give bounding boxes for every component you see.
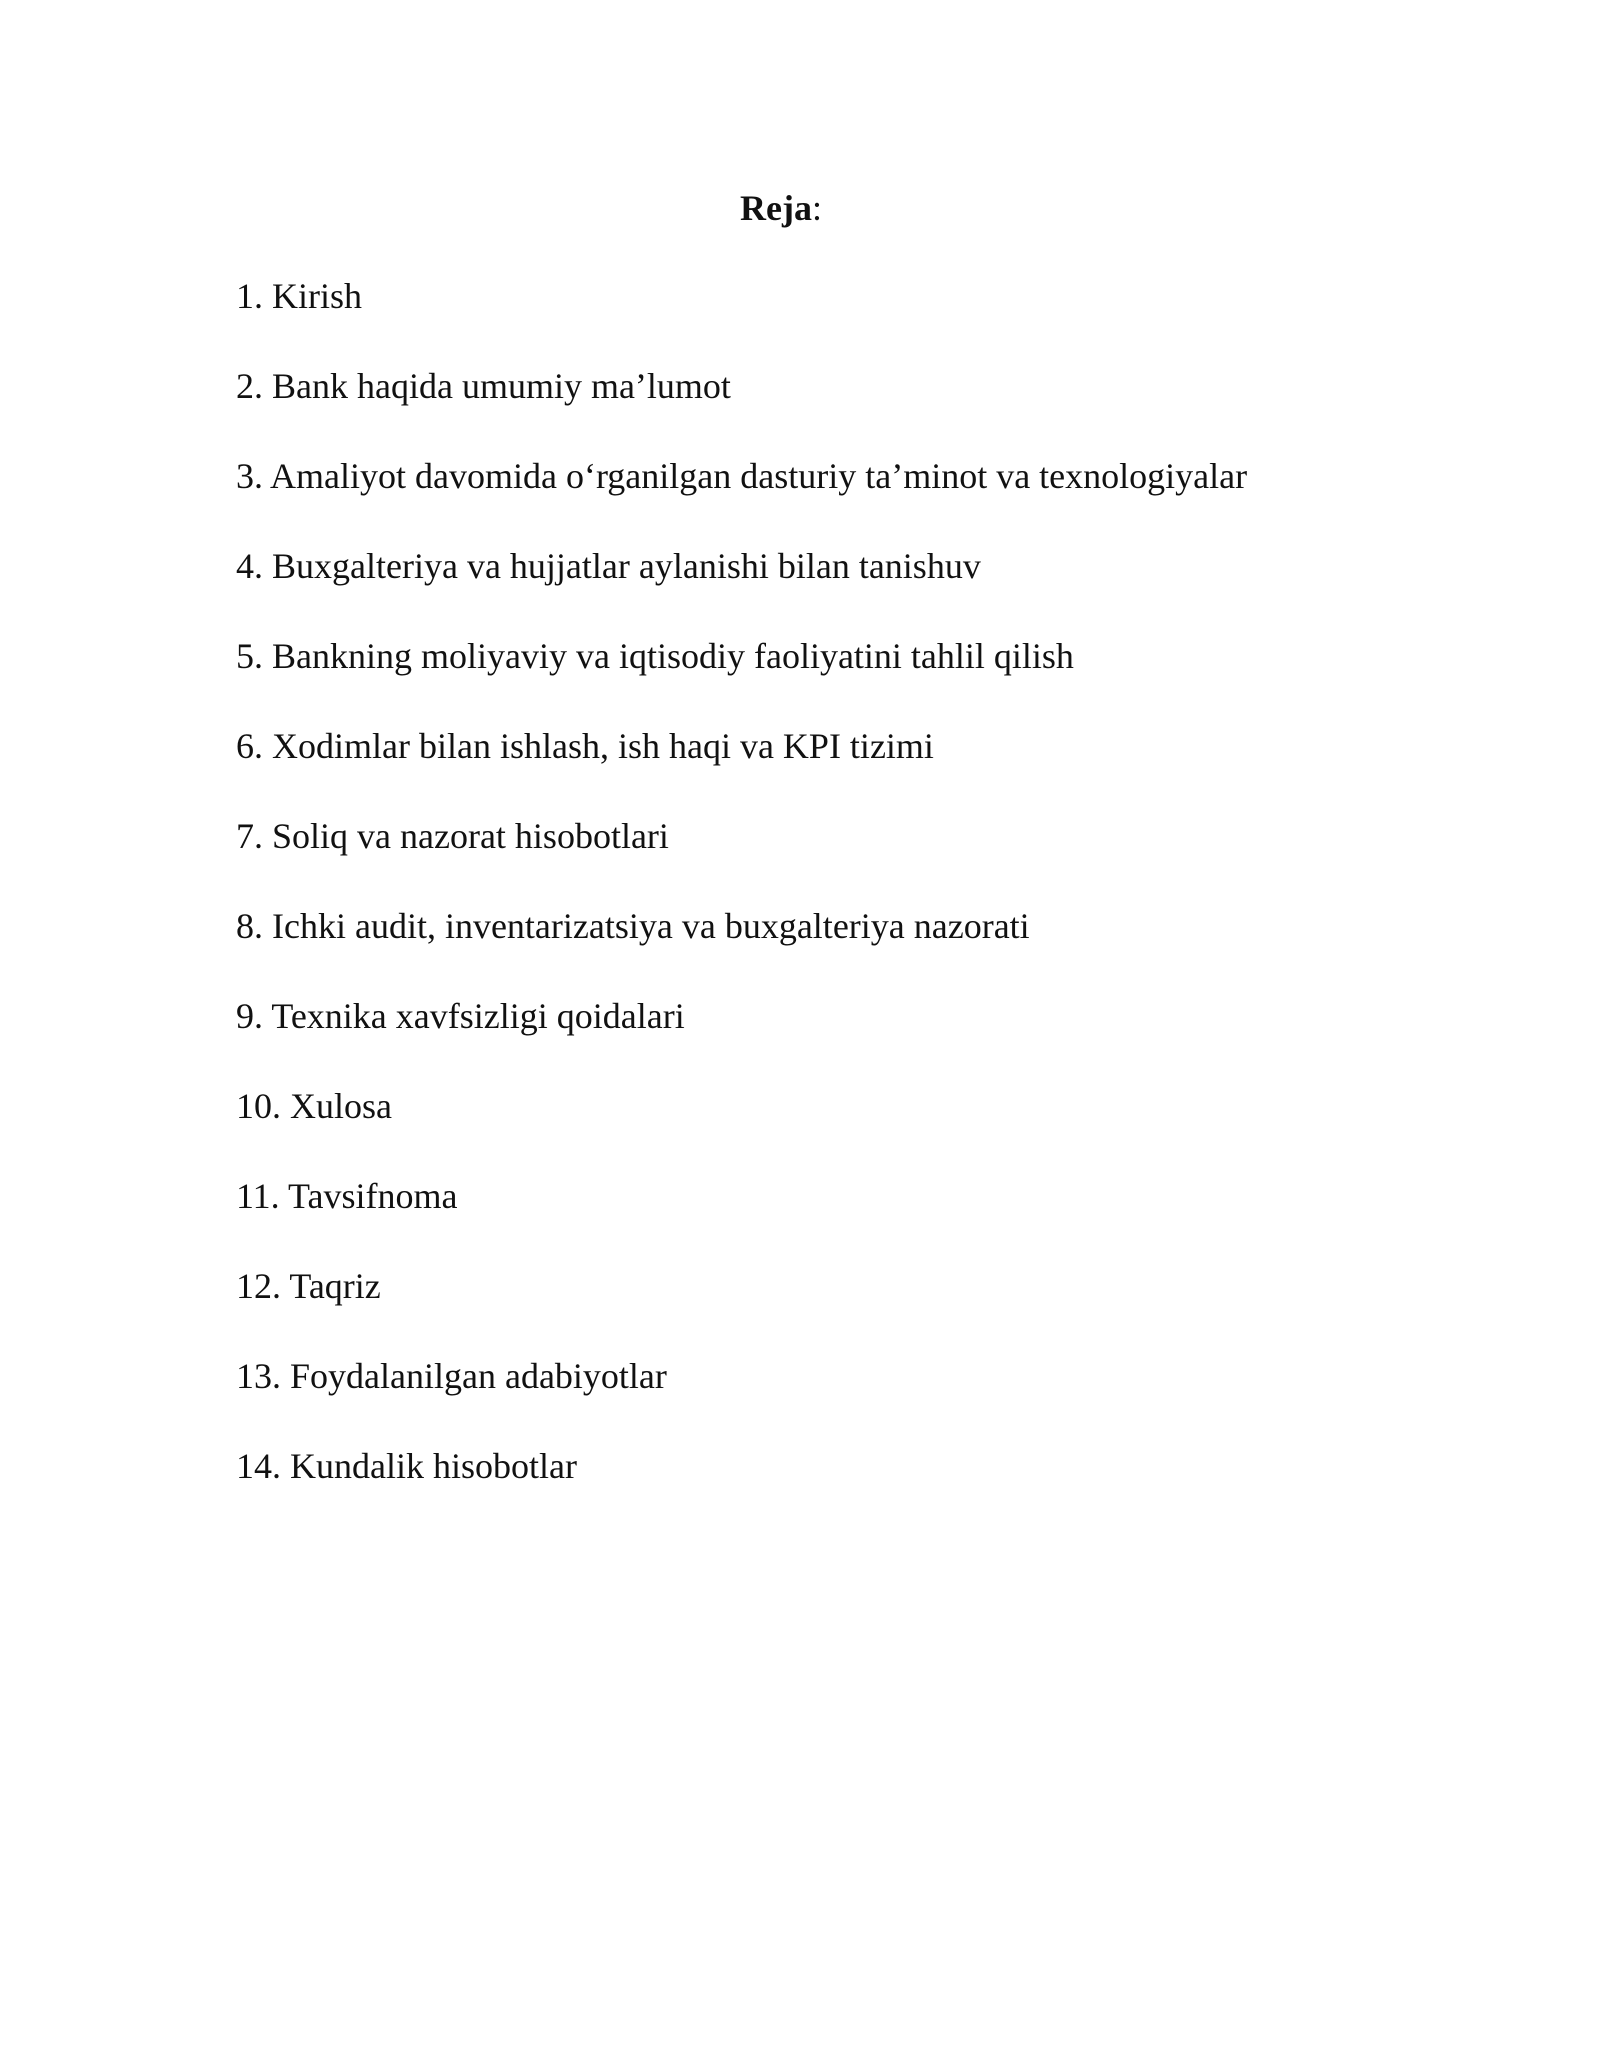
list-item: 12. Taqriz — [236, 1266, 381, 1306]
list-item: 2. Bank haqida umumiy ma’lumot — [236, 366, 731, 406]
list-item: 3. Amaliyot davomida o‘rganilgan dasturiy ta’minot va texnologiyalar — [236, 456, 1248, 496]
list-item: 14. Kundalik hisobotlar — [236, 1446, 577, 1486]
list-item: 5. Bankning moliyaviy va iqtisodiy faoliyatini tahlil qilish — [236, 636, 1074, 676]
title-colon: : — [811, 188, 822, 228]
list-item: 10. Xulosa — [236, 1086, 392, 1126]
title-word: Reja — [740, 188, 812, 228]
page-title — [0, 186, 1562, 230]
list-item: 4. Buxgalteriya va hujjatlar aylanishi bilan tanishuv — [236, 546, 981, 586]
list-item: 9. Texnika xavfsizligi qoidalari — [236, 996, 685, 1036]
list-item: 8. Ichki audit, inventarizatsiya va buxgalteriya nazorati — [236, 906, 1030, 946]
list-item: 7. Soliq va nazorat hisobotlari — [236, 816, 669, 856]
list-item: 11. Tavsifnoma — [236, 1176, 458, 1216]
list-item: 13. Foydalanilgan adabiyotlar — [236, 1356, 667, 1396]
list-item: 1. Kirish — [236, 276, 362, 316]
plan-list — [236, 274, 1247, 1534]
list-item: 6. Xodimlar bilan ishlash, ish haqi va KPI tizimi — [236, 726, 934, 766]
